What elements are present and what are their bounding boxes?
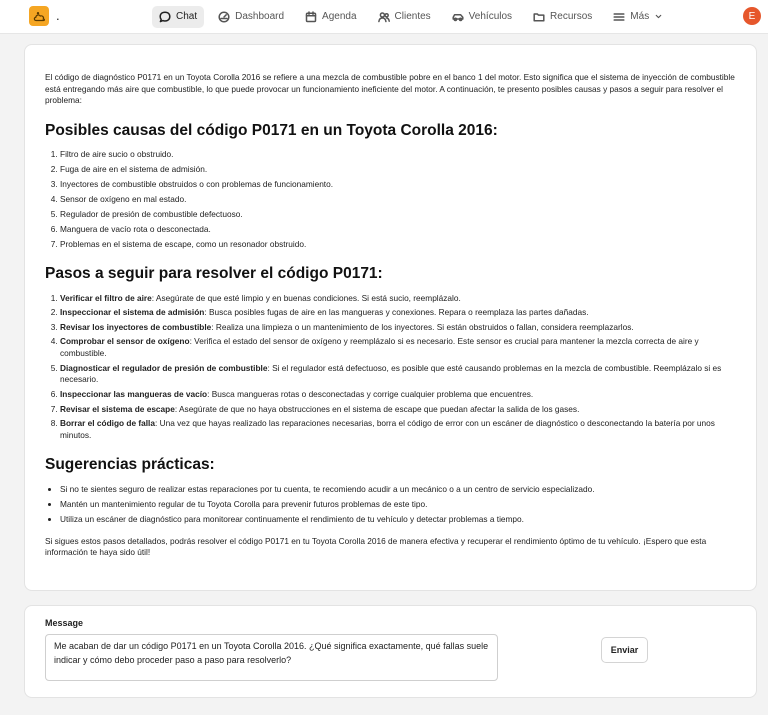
users-icon — [378, 11, 390, 23]
send-button[interactable]: Enviar — [601, 637, 648, 663]
list-item — [60, 363, 736, 386]
list-item — [60, 307, 736, 319]
step-text: : Asegúrate de que no haya obstrucciones en el sistema de escape que puedan afectar la salida de los gases. — [174, 403, 580, 414]
list-item: • Mantén un mantenimiento regular de tu Toyota Corolla para prevenir futuros problemas de este tipo. — [60, 499, 736, 511]
folder-icon — [533, 11, 545, 23]
step-title: Revisar el sistema de escape — [60, 403, 175, 414]
list-item — [60, 389, 736, 401]
step-text: : Una vez que hayas realizado las reparaciones necesarias, borra el código de error con un escáner de diagnóstico o desconectando la batería por unos minutos. — [60, 418, 715, 440]
causes-list — [45, 149, 736, 251]
response-closing: Si sigues estos pasos detallados, podrás resolver el código P0171 en tu Toyota Corolla 2016 de manera efectiva y recuperar el rendimiento óptimo de tu vehículo. ¡Espero que esta información te haya sido útil! — [45, 535, 707, 558]
nav-chat[interactable]: Chat — [152, 6, 204, 28]
message-label: Message — [45, 618, 84, 628]
step-title: Borrar el código de falla — [60, 418, 155, 429]
tips-heading: Sugerencias prácticas: — [45, 456, 215, 474]
list-item: 2. Fuga de aire en el sistema de admisión. — [60, 164, 736, 176]
causes-heading: Posibles causas del código P0171 en un Toyota Corolla 2016: — [45, 121, 498, 139]
list-item: 5. Regulador de presión de combustible defectuoso. — [60, 209, 736, 221]
step-text: : Busca mangueras rotas o desconectadas y corrige cualquier problema que encuentres. — [207, 388, 534, 399]
list-item: • Si no te sientes seguro de realizar estas reparaciones por tu cuenta, te recomiendo acudir a un mecánico o a un centro de servicio especializado. — [60, 484, 736, 496]
list-item: 1. Filtro de aire sucio o obstruido. — [60, 149, 736, 161]
tips-list — [45, 484, 736, 526]
nav-mas[interactable]: Más — [606, 6, 670, 28]
gauge-icon — [218, 11, 230, 23]
step-title: Verificar el filtro de aire — [60, 292, 152, 303]
list-item: 6. Manguera de vacío rota o desconectada. — [60, 224, 736, 236]
nav-clientes[interactable]: Clientes — [371, 6, 438, 28]
list-item: • Utiliza un escáner de diagnóstico para monitorear continuamente el rendimiento de tu vehículo y detectar problemas a tiempo. — [60, 514, 736, 526]
list-item: 7. Problemas en el sistema de escape, como un resonador obstruido. — [60, 239, 736, 251]
chat-bubble-icon — [159, 11, 171, 23]
list-item: 3. Inyectores de combustible obstruidos o con problemas de funcionamiento. — [60, 179, 736, 191]
calendar-icon — [305, 11, 317, 23]
nav-vehiculos[interactable]: Vehículos — [445, 6, 519, 28]
car-icon — [452, 11, 464, 23]
app-logo[interactable] — [29, 6, 49, 26]
list-item — [60, 336, 736, 359]
steps-list — [45, 293, 736, 442]
message-input[interactable] — [45, 634, 498, 681]
message-composer — [24, 605, 757, 698]
list-item — [60, 293, 736, 305]
steps-heading: Pasos a seguir para resolver el código P0171: — [45, 265, 383, 283]
user-avatar[interactable]: E — [743, 7, 761, 25]
step-text: : Si el regulador está defectuoso, es posible que esté causando problemas en la mezcla de combustible. Reemplázalo si es necesario. — [60, 362, 722, 385]
nav-recursos[interactable]: Recursos — [526, 6, 599, 28]
step-title: Diagnosticar el regulador de presión de combustible — [60, 362, 268, 373]
step-text: : Verifica el estado del sensor de oxígeno y reemplázalo si es necesario. Este sensor es crucial para mantener la mezcla correcta de aire y combustible. — [60, 336, 699, 359]
step-title: Inspeccionar el sistema de admisión — [60, 307, 205, 318]
step-title: Comprobar el sensor de oxígeno — [60, 336, 190, 347]
list-item — [60, 404, 736, 416]
list-item — [60, 322, 736, 334]
list-item: 4. Sensor de oxígeno en mal estado. — [60, 194, 736, 206]
menu-icon — [613, 11, 625, 23]
nav-agenda[interactable]: Agenda — [298, 6, 363, 28]
step-title: Inspeccionar las mangueras de vacío — [60, 388, 208, 399]
brand-name: . — [56, 8, 60, 23]
step-text: : Asegúrate de que esté limpio y en buenas condiciones. Si está sucio, reemplázalo. — [151, 292, 461, 303]
step-title: Revisar los inyectores de combustible — [60, 321, 212, 332]
top-navigation-bar — [0, 0, 768, 34]
step-text: : Realiza una limpieza o un mantenimiento de los inyectores. Si están obstruidos o fallan, considera reemplazarlos. — [211, 321, 634, 332]
chevron-down-icon — [654, 12, 663, 21]
nav-dashboard[interactable]: Dashboard — [211, 6, 291, 28]
main-nav — [152, 5, 677, 28]
assistant-response-card — [24, 44, 757, 591]
logo-cloud-icon — [33, 11, 46, 22]
response-intro: El código de diagnóstico P0171 en un Toyota Corolla 2016 se refiere a una mezcla de combustible pobre en el banco 1 del motor. Esto significa que el sistema de inyección de combustible está entregando más aire que combustible, lo que puede provocar un funcionamiento ineficiente del motor. A continuación, te presento posibles causas y pasos a seguir para resolver el problema: — [45, 72, 735, 106]
step-text: : Busca posibles fugas de aire en las mangueras y conexiones. Repara o reemplaza las partes dañadas. — [204, 307, 589, 318]
list-item — [60, 418, 736, 441]
